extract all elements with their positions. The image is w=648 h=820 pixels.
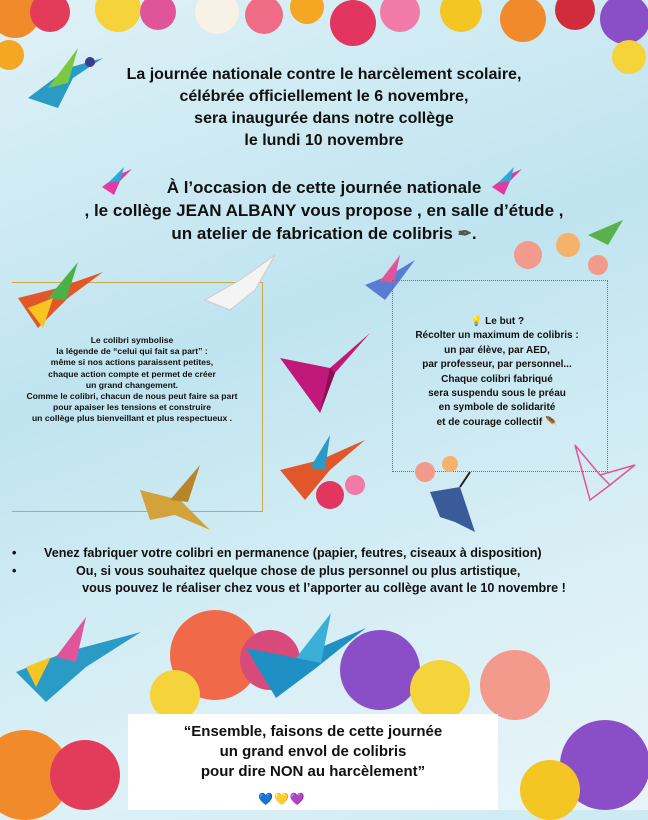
bullet-icon: • — [12, 546, 17, 560]
hummingbird-icon — [270, 430, 380, 520]
bullet-continuation: vous pouvez le réaliser chez vous et l’apporter au collège avant le 10 novembre ! — [82, 581, 566, 595]
header-line: célébrée officiellement le 6 novembre, — [179, 88, 469, 105]
goal-heading — [392, 315, 602, 329]
left-box-line: chaque action compte et permet de créer — [48, 368, 216, 379]
bullet-icon: • — [12, 563, 17, 578]
hummingbird-icon — [8, 258, 108, 338]
bullet-list — [12, 545, 636, 598]
quote-line: pour dire NON au harcèlement” — [200, 763, 426, 780]
right-box-line: Le but ? — [485, 316, 525, 327]
left-box-line: Le colibri symbolise — [90, 335, 174, 345]
left-box-line: un collège plus bienveillant et plus respectueux . — [31, 413, 233, 424]
header-announcement — [40, 64, 608, 152]
feather-icon: 🪶 — [544, 416, 558, 428]
hummingbird-icon — [130, 460, 220, 540]
right-box-last — [392, 416, 602, 430]
feather-icon: ✒ — [457, 224, 472, 243]
hearts-icon: 💙💛💜 — [258, 792, 306, 806]
intro-line: , le collège JEAN ALBANY vous propose , en salle d’étude , — [84, 201, 564, 220]
bullet-text: Ou, si vous souhaitez quelque chose de plus personnel ou plus artistique, — [76, 563, 521, 578]
right-box-line: Récolter un maximum de colibris : — [415, 330, 579, 342]
quote-line: un grand envol de colibris — [219, 743, 407, 760]
intro-line: À l’occasion de cette journée nationale — [166, 178, 482, 197]
left-box-line: Comme le colibri, chacun de nous peut faire sa part — [26, 391, 238, 402]
header-line: La journée nationale contre le harcèlement scolaire, — [126, 66, 522, 83]
hummingbird-icon — [400, 452, 500, 542]
bullet-text: Venez fabriquer votre colibri en permanence (papier, feutres, ciseaux à disposition) — [44, 546, 542, 560]
right-box-line: par professeur, par personnel... — [422, 359, 572, 371]
colibri-symbol-text — [12, 335, 252, 425]
left-box-line: pour apaiser les tensions et construire — [52, 402, 212, 413]
flower-icon — [498, 215, 638, 295]
header-line: le lundi 10 novembre — [244, 132, 404, 149]
bullet-item — [12, 545, 636, 563]
right-box-line: et de courage collectif — [436, 416, 543, 428]
hummingbird-icon — [236, 608, 376, 708]
right-box-line: un par élève, par AED, — [444, 344, 550, 356]
left-box-line: la légende de “celui qui fait sa part” : — [56, 346, 208, 357]
right-box-line: Chaque colibri fabriqué — [441, 373, 553, 385]
intro-line: un atelier de fabrication de colibris ✒. — [171, 224, 477, 243]
intro-line-text: un atelier de fabrication de colibris — [171, 224, 453, 243]
left-box-line: même si nos actions paraissent petites, — [50, 357, 214, 368]
quote-line: “Ensemble, faisons de cette journée — [183, 723, 443, 740]
right-box-line: sera suspendu sous le préau — [428, 388, 566, 400]
bullet-item — [12, 563, 636, 581]
left-box-line: un grand changement. — [85, 379, 179, 390]
origami-bird-icon — [570, 435, 640, 505]
right-box-line: en symbole de solidarité — [438, 402, 556, 414]
origami-bird-icon — [275, 318, 375, 418]
lightbulb-icon: 💡 — [469, 316, 483, 327]
closing-quote — [128, 722, 498, 782]
hummingbird-icon — [6, 612, 146, 712]
origami-bird-icon — [200, 250, 280, 320]
goal-text — [392, 315, 602, 430]
header-line: sera inaugurée dans notre collège — [194, 110, 454, 127]
